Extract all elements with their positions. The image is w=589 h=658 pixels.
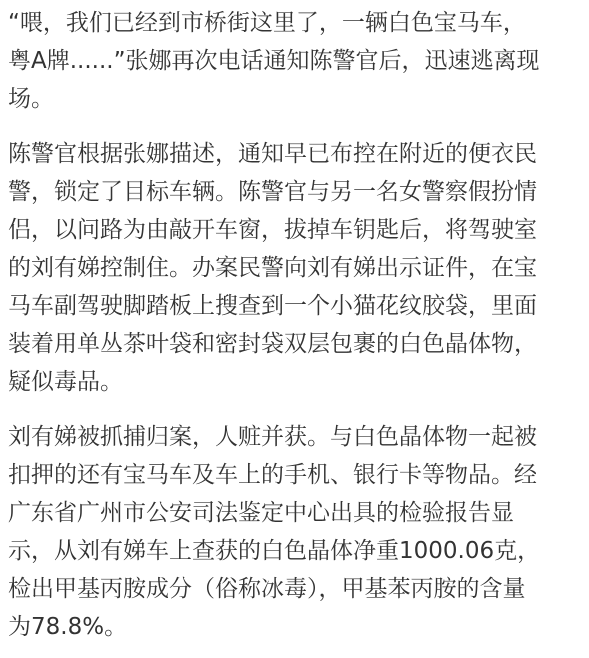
paragraph-phone-call [8,4,540,118]
text-line: 疑似毒品。 [8,369,123,395]
text-line: 警，锁定了目标车辆。陈警官与另一名女警察假扮情 [8,179,537,205]
text-line: 侣，以问路为由敲开车窗，拔掉车钥匙后，将驾驶室 [8,217,537,243]
paragraph-arrest-operation [8,135,537,401]
text-line: “喂，我们已经到市桥街这里了，一辆白色宝马车， [8,10,526,36]
text-line: 刘有娣被抓捕归案，人赃并获。与白色晶体物一起被 [8,424,537,450]
text-line: 为78.8%。 [8,614,128,640]
text-line: 粤A牌......”张娜再次电话通知陈警官后，迅速逃离现 [8,48,540,74]
text-line: 马车副驾驶脚踏板上搜查到一个小猫花纹胶袋，里面 [8,293,537,319]
paragraph-evidence-report [8,418,540,646]
text-line: 陈警官根据张娜描述，通知早已布控在附近的便衣民 [8,141,537,167]
text-line: 场。 [8,86,54,112]
text-line: 的刘有娣控制住。办案民警向刘有娣出示证件，在宝 [8,255,537,281]
text-line: 扣押的还有宝马车及车上的手机、银行卡等物品。经 [8,462,537,488]
text-line: 示，从刘有娣车上查获的白色晶体净重1000.06克， [8,538,541,564]
text-line: 检出甲基丙胺成分（俗称冰毒），甲基苯丙胺的含量 [8,576,526,602]
text-line: 装着用单丛茶叶袋和密封袋双层包裹的白色晶体物， [8,331,537,357]
text-line: 广东省广州市公安司法鉴定中心出具的检验报告显 [8,500,514,526]
